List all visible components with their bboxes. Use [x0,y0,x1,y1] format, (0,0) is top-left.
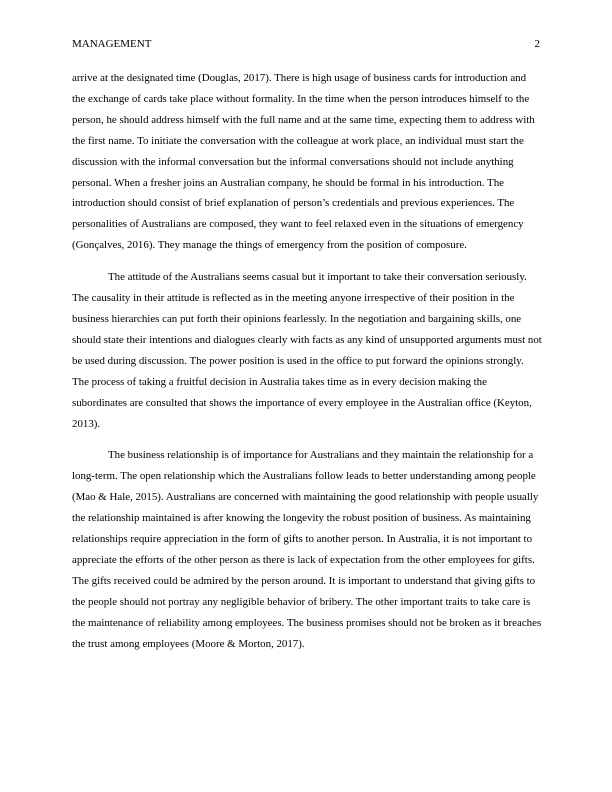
paragraph-relationship: The business relationship is of importance for Australians and they maintain the relationship for a long-term. The open relationship which the Australians follow leads to better understanding among people (Mao & Hale, 2015). Australians are concerned with maintaining the good relationship with people usually the relationship maintained is after knowing the longevity the robust position of business. As maintaining relationships require appreciation in the form of gifts to another person. In Australia, it is not important to appreciate the efforts of the other person as there is lack of expectation from the other employees for gifts. The gifts received could be admired by the person around. It is important to understand that giving gifts to the people should not portray any negligible behavior of bribery. The other important traits to take care is the maintenance of reliability among employees. The business promises should not be broken as it breaches the trust among employees (Moore & Morton, 2017). [72,449,542,650]
paragraph-attitude: The attitude of the Australians seems casual but it important to take their conversation seriously. The causality in their attitude is reflected as in the meeting anyone irrespective of their position in the business hierarchies can put forth their opinions fearlessly. In the negotiation and bargaining skills, one should state their intentions and dialogues clearly with facts as any kind of unsupported arguments must not be used during discussion. The power position is used in the office to put forward the opinions strongly. The process of taking a fruitful decision in Australia takes time as in every decision making the subordinates are consulted that shows the importance of every employee in the Australian office (Keyton, 2013). [72,271,542,430]
running-header [72,36,540,52]
body-text [72,68,542,665]
paragraph-continued: arrive at the designated time (Douglas, 2017). There is high usage of business cards for introduction and the exchange of cards take place without formality. In the time when the person introduces himself to the person, he should address himself with the full name and at the same time, expecting them to address with the first name. To initiate the conversation with the colleague at work place, an individual must start the discussion with the informal conversation but the informal conversations should not include anything personal. When a fresher joins an Australian company, he should be formal in his introduction. The introduction should consist of brief explanation of person’s credentials and previous experiences. The personalities of Australians are composed, they want to feel relaxed even in the situations of emergency (Gonçalves, 2016). They manage the things of emergency from the position of composure. [72,72,535,252]
running-head-title: MANAGEMENT [72,38,152,50]
page-number: 2 [534,38,540,50]
